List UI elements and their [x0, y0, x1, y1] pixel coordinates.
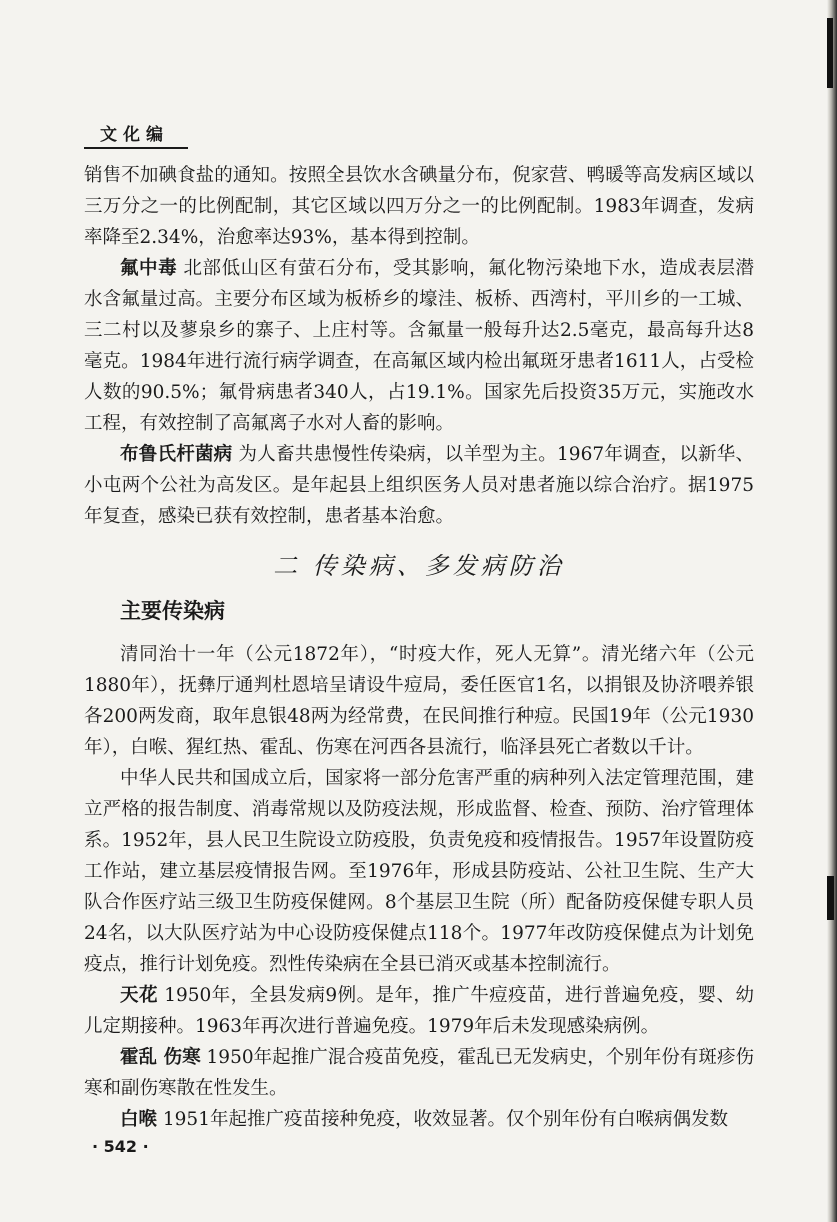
paragraph-text: 为人畜共患慢性传染病，以羊型为主。1967年调查，以新华、小屯两个公社为高发区。是年起县上组织医务人员对患者施以综合治疗。据1975年复查，感染已获有效控制，患者基本治愈。 — [84, 444, 754, 527]
paragraph — [84, 1042, 754, 1104]
paragraph-text: 销售不加碘食盐的通知。按照全县饮水含碘量分布，倪家营、鸭暖等高发病区域以三万分之一的比例配制，其它区域以四万分之一的比例配制。1983年调查，发病率降至2.34%，治愈率达93%，基本得到控制。 — [84, 165, 754, 248]
paragraph-text: 1950年起推广混合疫苗免疫，霍乱已无发病史，个别年份有斑疹伤寒和副伤寒散在性发生。 — [84, 1047, 754, 1099]
section-title: 二 传染病、多发病防治 — [273, 552, 565, 580]
subheading: 主要传染病 — [120, 599, 225, 623]
header-rule — [84, 147, 188, 149]
paragraph-term: 氟中毒 — [120, 258, 178, 279]
paragraph-term: 天花 — [120, 985, 158, 1006]
edge-mark-top — [827, 18, 833, 88]
paragraph — [84, 1104, 754, 1135]
paragraph-term: 霍乱 伤寒 — [120, 1047, 201, 1068]
paragraph-text: 1951年起推广疫苗接种免疫，收效显著。仅个别年份有白喉病偶发数 — [157, 1109, 728, 1130]
paragraph-term: 白喉 — [120, 1109, 158, 1130]
edge-mark-middle — [827, 876, 834, 920]
running-head: 文化编 — [100, 125, 169, 145]
page-edge-shadow — [827, 0, 837, 1222]
paragraph-text: 北部低山区有萤石分布，受其影响，氟化物污染地下水，造成表层潜水含氟量过高。主要分布区域为板桥乡的壕洼、板桥、西湾村，平川乡的一工城、三二村以及蓼泉乡的寨子、上庄村等。含氟量一般每升达2.5毫克，最高每升达8毫克。1984年进行流行病学调查，在高氟区域内检出氟斑牙患者1611人，占受检人数的90.5%；氟骨病患者340人，占19.1%。国家先后投资35万元，实施改水工程，有效控制了高氟离子水对人畜的影响。 — [84, 258, 754, 434]
paragraph — [84, 253, 754, 439]
bottom-paragraphs — [84, 639, 754, 1135]
paragraph — [84, 160, 754, 253]
page-number: · 542 · — [92, 1137, 149, 1156]
paragraph — [84, 439, 754, 532]
paragraph-text: 中华人民共和国成立后，国家将一部分危害严重的病种列入法定管理范围，建立严格的报告制度、消毒常规以及防疫法规，形成监督、检查、预防、治疗管理体系。1952年，县人民卫生院设立防疫股，负责免疫和疫情报告。1957年设置防疫工作站，建立基层疫情报告网。至1976年，形成县防疫站、公社卫生院、生产大队合作医疗站三级卫生防疫保健网。8个基层卫生院（所）配备防疫保健专职人员24名，以大队医疗站为中心设防疫保健点118个。1977年改防疫保健点为计划免疫点，推行计划免疫。烈性传染病在全县已消灭或基本控制流行。 — [84, 768, 754, 975]
paragraph — [84, 980, 754, 1042]
paragraph — [84, 639, 754, 763]
paragraph-text: 1950年，全县发病9例。是年，推广牛痘疫苗，进行普遍免疫，婴、幼儿定期接种。1963年再次进行普遍免疫。1979年后未发现感染病例。 — [84, 985, 754, 1037]
top-paragraphs — [84, 160, 754, 532]
page-body — [84, 160, 754, 1135]
paragraph — [84, 763, 754, 980]
paragraph-text: 清同治十一年（公元1872年），“时疫大作，死人无算”。清光绪六年（公元1880年），抚彝厅通判杜恩培呈请设牛痘局，委任医官1名，以捐银及协济喂养银各200两发商，取年息银48两为经常费，在民间推行种痘。民国19年（公元1930年），白喉、猩红热、霍乱、伤寒在河西各县流行，临泽县死亡者数以千计。 — [84, 644, 754, 758]
paragraph-term: 布鲁氏杆菌病 — [120, 444, 233, 465]
